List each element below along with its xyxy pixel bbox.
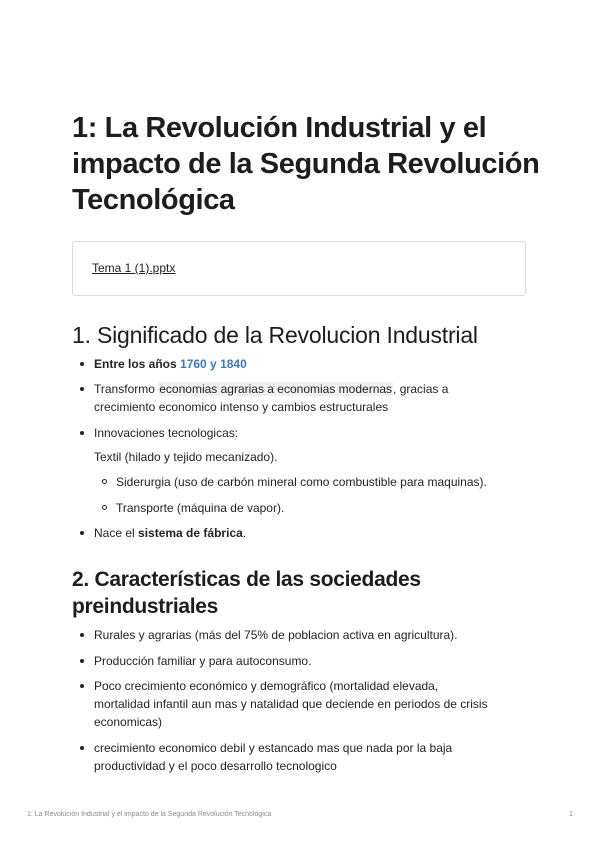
list-item	[72, 626, 532, 644]
bullet-icon	[80, 387, 84, 391]
page-footer: 1: La Revolución Industrial y el impacto de la Segunda Revolución Tecnológica	[27, 811, 272, 818]
item-text: productividad y el poco desarrollo tecnologico	[94, 759, 337, 773]
sub-list	[94, 473, 534, 491]
hollow-bullet-icon	[102, 479, 107, 484]
heading-line: 2. Características de las sociedades	[72, 568, 421, 591]
list-item	[72, 355, 532, 373]
section-2-list	[72, 652, 532, 670]
item-text: mortalidad infantil aun mas y natalidad que deciende en periodos de crisis	[94, 697, 488, 711]
bold-text: sistema de fábrica	[138, 526, 243, 540]
section-2-list	[72, 626, 532, 644]
item-text: Innovaciones tecnologicas:	[94, 426, 239, 440]
list-item	[72, 739, 532, 775]
highlighted-text: economias agrarias a economias modernas	[159, 382, 393, 396]
sub-list-item	[94, 473, 534, 491]
section-2-list	[72, 677, 532, 731]
bullet-icon	[80, 362, 84, 366]
bullet-icon	[80, 531, 84, 535]
item-text: crecimiento economico intenso y cambios estructurales	[94, 400, 389, 414]
item-text: Transporte (máquina de vapor).	[116, 501, 285, 515]
bullet-icon	[80, 746, 84, 750]
item-text: .	[242, 526, 247, 540]
list-item	[72, 677, 532, 731]
textil-line: Textil (hilado y tejido mecanizado).	[94, 450, 278, 464]
bullet-icon	[80, 633, 84, 637]
list-item	[72, 652, 532, 670]
sub-list	[94, 499, 534, 517]
list-item	[72, 380, 532, 416]
item-text: crecimiento economico debil y estancado mas que nada por la baja	[94, 741, 453, 755]
heading-line: preindustriales	[72, 595, 219, 618]
list-item	[72, 424, 532, 442]
bullet-icon	[80, 431, 84, 435]
item-text: economicas)	[94, 715, 163, 729]
section-heading-2	[72, 566, 542, 620]
item-prefix: Entre los años	[94, 357, 177, 371]
attachment-card[interactable]	[72, 241, 526, 296]
item-text: Transformo	[94, 382, 159, 396]
section-heading-1: 1. Significado de la Revolucion Industrial	[72, 322, 478, 348]
item-text: Nace el	[94, 526, 139, 540]
section-1-list	[72, 524, 532, 542]
page-number: 1	[569, 811, 573, 818]
sub-list-item	[94, 499, 534, 517]
page-title: 1: La Revolución Industrial y el impacto de la Segunda Revolución Tecnológica	[72, 112, 540, 216]
bullet-icon	[80, 684, 84, 688]
attachment-link[interactable]: Tema 1 (1).pptx	[92, 261, 176, 275]
bullet-icon	[80, 659, 84, 663]
section-1-list	[72, 355, 532, 373]
item-text: Rurales y agrarias (más del 75% de poblacion activa en agricultura).	[94, 628, 458, 642]
section-2-list	[72, 739, 532, 775]
item-text: Producción familiar y para autoconsumo.	[94, 654, 312, 668]
item-text: Siderurgia (uso de carbón mineral como combustible para maquinas).	[116, 475, 487, 489]
year-range: 1760 y 1840	[180, 357, 247, 371]
list-item	[72, 524, 532, 542]
section-1-list	[72, 380, 532, 416]
section-1-list	[72, 424, 532, 442]
hollow-bullet-icon	[102, 505, 107, 510]
item-text: , gracias a	[393, 382, 449, 396]
item-text: Poco crecimiento económico y demográfico (mortalidad elevada,	[94, 679, 439, 693]
